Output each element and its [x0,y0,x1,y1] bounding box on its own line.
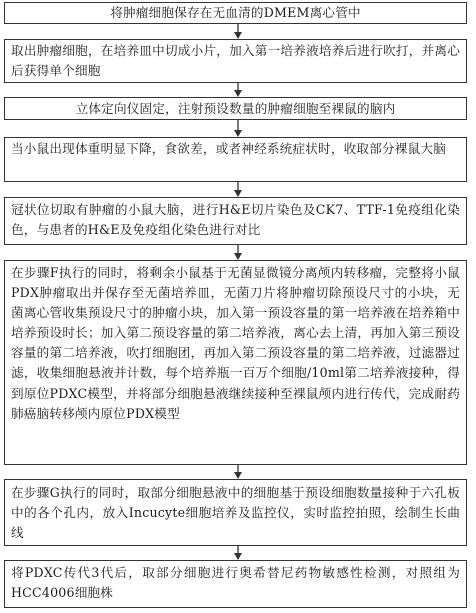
step-box-7 [4,479,467,546]
step-text-5: 冠状位切取有肿瘤的小鼠大脑，进行H&E切片染色及CK7、TTF-1免疫组化染色，与患者的H&E及免疫组化染色进行对比 [11,202,460,237]
step-box-5 [4,197,467,245]
step-box-8 [4,560,467,608]
step-box-3 [4,97,467,120]
step-text-7: 在步骤G执行的同时，取部分细胞悬液中的细胞基于预设细胞数量接种于六孔板中的各个孔内，放入Incucyte细胞培养及监控仪，实时监控拍照，绘制生长曲线 [11,485,460,540]
step-text-8: 将PDXC传代3代后，取部分细胞进行奥希替尼药物敏感性检测，对照组为HCC4006细胞株 [11,565,460,600]
step-text-3: 立体定向仪固定，注射预设数量的肿瘤细胞至裸鼠的脑内 [75,101,396,116]
step-text-2: 取出肿瘤细胞，在培养皿中切成小片，加入第一培养液培养后进行吹打，并离心后获得单个细胞 [11,43,460,78]
step-box-4 [4,137,467,182]
step-box-6 [4,260,467,465]
step-text-6: 在步骤F执行的同时，将剩余小鼠基于无菌显微镜分离颅内转移瘤，完整将小鼠PDX肿瘤取出并保存至无菌培养皿，无菌刀片将肿瘤切除预设尺寸的小块，无菌离心管收集预设尺寸的肿瘤小块，加入第一预设容量的第一培养液在培养箱中培养预设时长；加入第二预设容量的第二培养液，离心去上清，再加入第三预设容量的第二培养液，吹打细胞团，再加入第二预设容量的第二培养液，过滤器过滤，收集细胞悬液并计数，每个培养瓶一百万个细胞/10ml第二培养液接种，得到原位PDXC模型，并将部分细胞悬液继续接种至裸鼠颅内进行传代，完成耐药肺癌脑转移颅内原位PDX模型 [11,265,460,421]
step-box-1 [4,2,467,24]
step-text-1: 将肿瘤细胞保存在无血清的DMEM离心管中 [110,5,361,20]
step-box-2 [4,39,467,83]
step-text-4: 当小鼠出现体重明显下降，食欲差，或者神经系统症状时，收取部分裸鼠大脑 [11,141,446,156]
